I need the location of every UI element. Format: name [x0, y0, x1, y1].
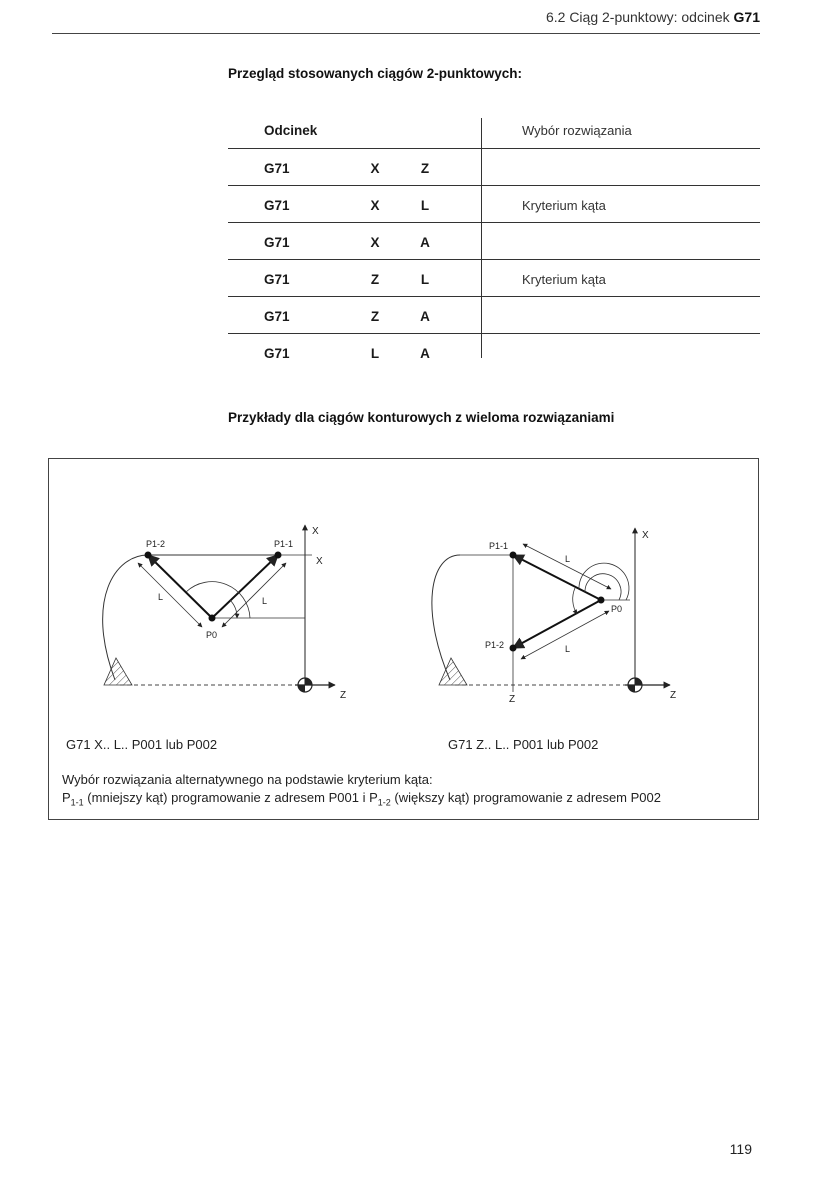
- figures-heading: Przykłady dla ciągów konturowych z wieloma rozwiązaniami: [228, 410, 615, 425]
- label-axis-z: Z: [340, 690, 347, 701]
- point-p0: [598, 597, 605, 604]
- row-param-b: L: [420, 198, 430, 213]
- row-choice: Kryterium kąta: [522, 198, 606, 213]
- row-param-b: Z: [420, 161, 430, 176]
- table-row: [228, 334, 760, 370]
- workpiece-contour: [103, 555, 148, 680]
- point-p1-2: [145, 552, 152, 559]
- label-l-left: L: [158, 592, 164, 602]
- label-p1-2: P1-2: [485, 640, 505, 650]
- row-param-b: A: [420, 235, 430, 250]
- table-row: [228, 149, 760, 186]
- table-heading: Przegląd stosowanych ciągów 2-punktowych:: [228, 66, 523, 81]
- table-row: [228, 260, 760, 297]
- row-code: G71: [264, 346, 290, 361]
- point-p1-1: [275, 552, 282, 559]
- diagram-x-l: [90, 520, 370, 705]
- header-section: 6.2 Ciąg 2-punktowy: odcinek: [545, 9, 730, 25]
- note-p12-sub: 1-2: [377, 797, 391, 808]
- row-code: G71: [264, 309, 290, 324]
- table-row: [228, 297, 760, 334]
- header-rule: [52, 33, 760, 34]
- row-param-a: X: [370, 198, 380, 213]
- segment-to-p1-1: [212, 555, 278, 618]
- diagram-z-l: [425, 520, 705, 705]
- row-param-a: X: [370, 161, 380, 176]
- label-axis-z: Z: [670, 690, 677, 701]
- row-choice: Kryterium kąta: [522, 272, 606, 287]
- ground-hatch: [104, 658, 132, 685]
- page-number: 119: [729, 1141, 752, 1157]
- label-p1-1: P1-1: [274, 539, 294, 549]
- row-param-b: A: [420, 309, 430, 324]
- row-code: G71: [264, 198, 290, 213]
- table-header-row: [228, 118, 760, 149]
- angle-arc-inner: [585, 574, 621, 600]
- dimension-right: [222, 563, 286, 627]
- dimension-left: [138, 563, 202, 627]
- caption-left: G71 X.. L.. P001 lub P002: [66, 737, 218, 752]
- segment-to-p1-2: [148, 555, 212, 618]
- label-p0: P0: [611, 604, 623, 614]
- header-odcinek: Odcinek: [264, 123, 318, 138]
- header-choice: Wybór rozwiązania: [522, 123, 632, 138]
- point-p1-1: [510, 552, 517, 559]
- point-p1-2: [510, 645, 517, 652]
- label-axis-x: X: [312, 526, 319, 537]
- row-param-a: Z: [370, 272, 380, 287]
- angle-arc-outer: [579, 563, 629, 600]
- label-p0: P0: [206, 630, 218, 640]
- label-l-lower: L: [565, 644, 571, 654]
- row-param-a: X: [370, 235, 380, 250]
- label-l-upper: L: [565, 554, 571, 564]
- row-param-a: L: [370, 346, 380, 361]
- angle-arc-small: [573, 588, 577, 614]
- sequence-table: [228, 118, 760, 370]
- row-param-a: Z: [370, 309, 380, 324]
- workpiece-contour: [432, 555, 460, 680]
- table-row: [228, 223, 760, 260]
- label-p1-2: P1-2: [146, 539, 166, 549]
- point-p0: [209, 615, 216, 622]
- note-text-b: (większy kąt) programowanie z adresem P002: [390, 790, 661, 805]
- note-line-1: Wybór rozwiązania alternatywnego na podstawie kryterium kąta:: [62, 772, 433, 787]
- label-x-level: X: [316, 556, 323, 567]
- note-text-a: (mniejszy kąt) programowanie z adresem P001 i: [83, 790, 370, 805]
- running-header: [546, 9, 760, 25]
- label-l-right: L: [262, 596, 268, 606]
- note-line-2: [62, 790, 661, 808]
- note-p12: P: [369, 790, 378, 805]
- header-code: G71: [733, 9, 760, 25]
- row-param-b: L: [420, 272, 430, 287]
- label-z-level: Z: [509, 694, 516, 705]
- row-code: G71: [264, 272, 290, 287]
- segment-to-p1-2: [513, 600, 601, 648]
- label-p1-1: P1-1: [489, 541, 509, 551]
- row-code: G71: [264, 161, 290, 176]
- note-p11-sub: 1-1: [70, 797, 84, 808]
- row-param-b: A: [420, 346, 430, 361]
- caption-right: G71 Z.. L.. P001 lub P002: [448, 737, 599, 752]
- row-code: G71: [264, 235, 290, 250]
- label-axis-x: X: [642, 530, 649, 541]
- table-row: [228, 186, 760, 223]
- note-p11: P: [62, 790, 71, 805]
